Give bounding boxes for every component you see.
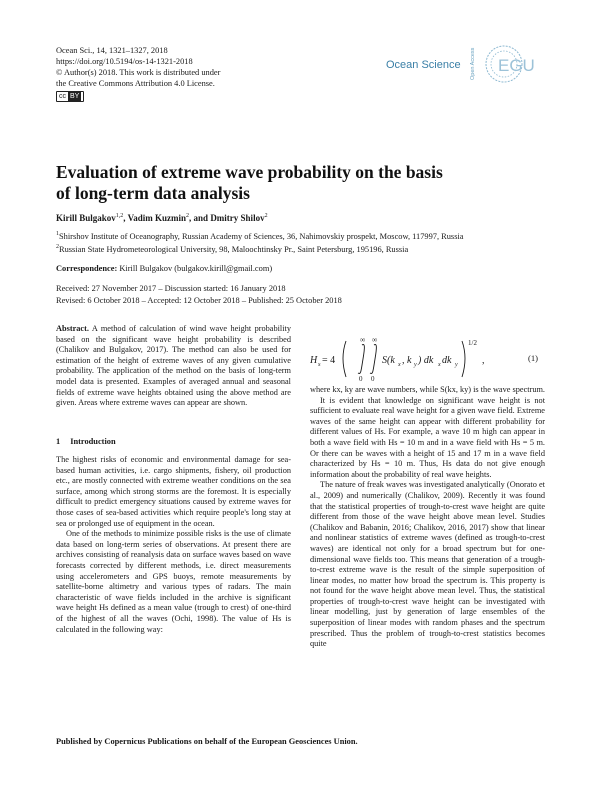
eq-integrand-mid: , k [402, 355, 412, 366]
eq-lhs: H [310, 355, 318, 366]
license-text: the Creative Commons Attribution 4.0 License. [56, 79, 215, 88]
abstract-text: A method of calculation of wind wave height probability based on the significant wave height probability is described (Chalikov and Bulgakov, 2017). The method can also be used for estimation of the height of extreme waves of any given cumulative probability. The application of the method on the basis of long-term model data is presented. Examples of averaged annual and seasonal fields of extreme wave heights obtained using the above method are given. Areas where extreme waves can appear are shown. [56, 324, 291, 408]
eq-upper-limit: ∞ [372, 335, 378, 344]
author-separator: , and [189, 213, 211, 223]
eq-exponent: 1/2 [468, 339, 477, 347]
eq-sub-y: y [414, 362, 417, 368]
eq-sub-y: y [455, 362, 458, 368]
correspondence-label: Correspondence: [56, 264, 118, 273]
author-list [56, 213, 268, 223]
eq-factor: = 4 [322, 355, 336, 366]
eq-lhs-sub: s [318, 361, 321, 368]
copyright: © Author(s) 2018. This work is distributed under [56, 68, 221, 77]
article-dates [56, 283, 342, 307]
author-separator: , [123, 213, 128, 223]
egu-logo-icon [484, 44, 546, 84]
author-affiliation-sup: 2 [186, 213, 190, 219]
introduction-text [56, 455, 291, 635]
eq-sub-x: x [398, 362, 401, 368]
eq-comma: , [482, 355, 485, 366]
author-name: Dmitry Shilov [210, 213, 265, 223]
right-column-text [310, 385, 545, 650]
section-heading [56, 437, 116, 446]
eq-dk2: dk [442, 355, 452, 366]
journal-name: Ocean Science [386, 59, 461, 71]
equation-number: (1) [528, 353, 539, 363]
paragraph: The highest risks of economic and environmental damage for sea-based human activities, i.e. cargo shipments, fishery, oil production etc., are mostly connected with extreme weather conditions on the sea surface, among which strong storms are the foremost. It is especially difficult to predict emergency situations caused by extreme waves for those cases of sea-based activities which require people's long stay at sea or prolonged use of equipment in the ocean. [56, 455, 291, 528]
title-line-2: of long-term data analysis [56, 183, 250, 203]
eq-integrand: S(k [382, 355, 395, 366]
doi-link[interactable]: https://doi.org/10.5194/os-14-1321-2018 [56, 57, 193, 66]
eq-lower-limit: 0 [371, 375, 375, 383]
header-metadata [56, 45, 220, 102]
author-name: Kirill Bulgakov [56, 213, 116, 223]
publisher-footer: Published by Copernicus Publications on behalf of the European Geosciences Union. [56, 737, 358, 746]
eq-integrand-end: ) dk [418, 355, 434, 366]
article-title [56, 162, 546, 204]
affiliations [56, 229, 464, 255]
abstract [56, 324, 291, 409]
affiliation-1: $^1$Shirshov Institute of Oceanography, Russian Academy of Sciences, 36, Nahimovskiy prospekt, Moscow, 117997, Russia [56, 231, 464, 241]
cc-badge-by: BY [70, 93, 80, 100]
correspondence [56, 264, 272, 273]
equation-1 [310, 333, 546, 383]
paragraph: where kx, ky are wave numbers, while S(kx, ky) is the wave spectrum. [310, 385, 546, 394]
affiliation-2: $^2$Russian State Hydrometeorological University, 98, Maloochtinsky Pr., Saint Petersburg, 195196, Russia [56, 243, 409, 254]
section-title: Introduction [70, 437, 116, 446]
abstract-label: Abstract. [56, 324, 89, 333]
eq-sub-x: x [438, 362, 441, 368]
paragraph: The nature of freak waves was investigated analytically (Onorato et al., 2009) and numerically (Chalikov, 2009). Recently it was found that the statistical properties of trough-to-crest wave height are quite different from those of the wave height above mean level. Studies (Chalikov and Babanin, 2016; Chalikov, 2016, 2017) show that linear and nonlinear statistics of extreme waves (defined as trough-to-crest waves) are identical not only for a broad spectrum but for one-dimensional wave fields too. This means that generation of a trough-to-crest extreme wave is the result of the simple superposition of linear modes, no matter how broad the spectrum is. This property is not found for the wave height above mean level. Thus, the statistical properties of trough-to-crest wave height can be investigated with linear modelling, just by generation of large ensembles of the superposition of linear modes with random phases and the spectrum prescribed. Thus the problem of trough-to-crest statistics becomes quite [310, 480, 545, 649]
eq-lower-limit: 0 [359, 375, 363, 383]
egu-logo-text: EGU [498, 56, 535, 75]
title-line-1: Evaluation of extreme wave probability on the basis [56, 162, 443, 182]
cc-badge-label: cc [59, 93, 66, 100]
author-name: Vadim Kuzmin [127, 213, 187, 223]
citation: Ocean Sci., 14, 1321–1327, 2018 [56, 46, 168, 55]
paragraph: It is evident that knowledge on significant wave height is not sufficient to evaluate real wave height for a given wave field. Extreme waves of the same height can appear with different probability for different values of Hs. For example, a wave 10 m high can appear in both a wave field with Hs = 10 m and in a wave field with Hs = 5 m. Or there can be waves with a height of 15 and 17 m in a wave field characterized by Hs = 10 m. Thus, Hs data do not give enough information about the probability of real wave heights. [310, 395, 545, 479]
cc-by-badge[interactable] [56, 91, 84, 102]
paragraph: One of the methods to minimize possible risks is the use of climate data based on long-term series of observations. At present there are archives consisting of reanalysis data on surface waves based on wave forecasts corrected by different methods, i.e. direct measurements using accelerometers and GPS buoys, remote measurements by satellite-borne altimetry and various types of radars. The main characteristic of wave fields included in the archive is significant wave height Hs defined as a mean value (trough to crest) of one-third of the highest of all the waves (Ochi, 1998). The value of Hs is calculated in the following way: [56, 529, 291, 634]
eq-upper-limit: ∞ [360, 335, 366, 344]
correspondence-email[interactable]: Kirill Bulgakov (bulgakov.kirill@gmail.com) [119, 264, 273, 273]
revised-date: Revised: 6 October 2018 – Accepted: 12 October 2018 – Published: 25 October 2018 [56, 296, 342, 305]
author-affiliation-sup: 1,2 [115, 213, 124, 219]
open-access-label: Open Access [470, 47, 476, 81]
author-affiliation-sup: 2 [264, 213, 268, 219]
section-number: 1 [56, 437, 61, 446]
received-date: Received: 27 November 2017 – Discussion started: 16 January 2018 [56, 284, 286, 293]
